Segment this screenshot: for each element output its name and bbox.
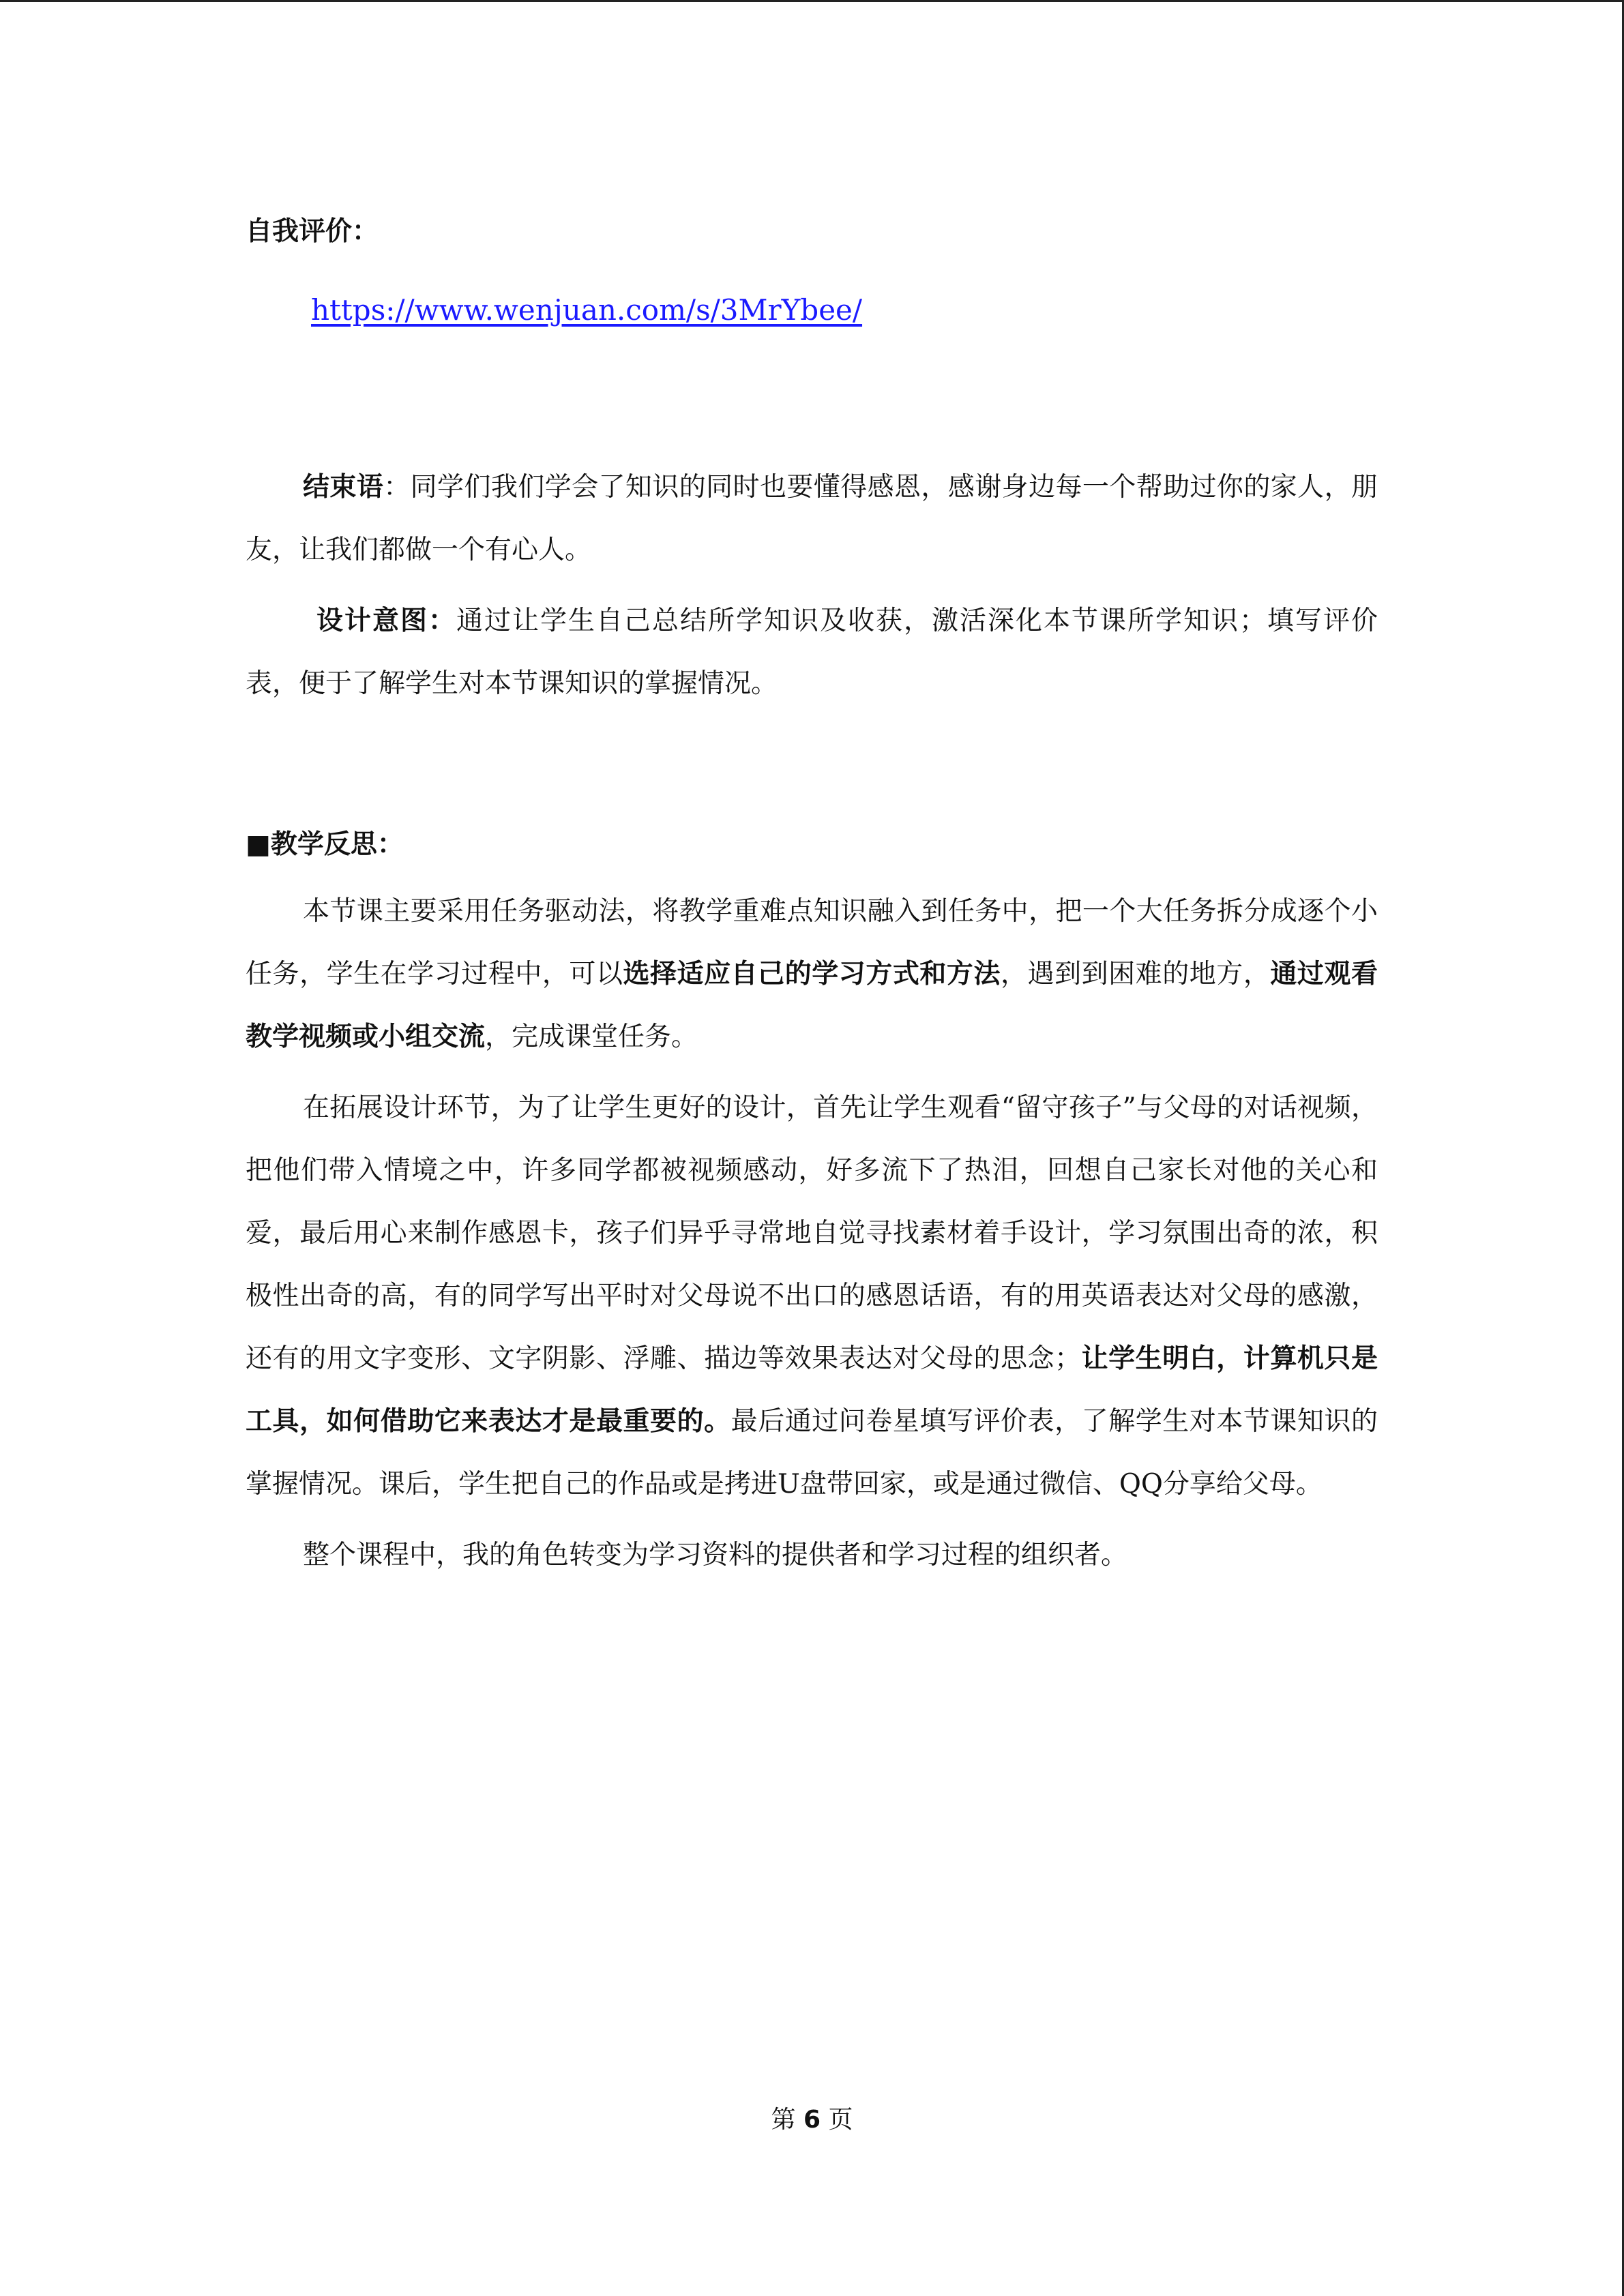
reflection-p1-text-a: 本节课主要采用任务驱动法，将教学重难点知识融入到任务中，把一个大任务拆分成逐个小任务，学生在学习过程中，可以: [246, 896, 1378, 989]
reflection-p2-text-b: 最后通过问卷星填写评价表，了解学生对本节课知识的掌握情况。课后，学生把自己的作品或是拷进U盘带回家，或是通过微信、QQ分享给父母。: [246, 1406, 1378, 1500]
spacer: [246, 872, 1378, 880]
closing-paragraph: [246, 456, 1378, 582]
design-intent-paragraph: [246, 590, 1378, 715]
reflection-paragraph-3: 整个课程中，我的角色转变为学习资料的提供者和学习过程的组织者。: [303, 1540, 1128, 1570]
closing-text: ：同学们我们学会了知识的同时也要懂得感恩，感谢身边每一个帮助过你的家人，朋友，让我们都做一个有心人。: [246, 472, 1378, 565]
reflection-p2-text-a: 在拓展设计环节，为了让学生更好的设计，首先让学生观看“留守孩子”与父母的对话视频，把他们带入情境之中，许多同学都被视频感动，好多流下了热泪，回想自己家长对他的关心和爱，最后用心来制作感恩卡，孩子们异乎寻常地自觉寻找素材着手设计，学习氛围出奇的浓，积极性出奇的高，有的同学写出平时对父母说不出口的感恩话语，有的用英语表达对父母的感激，还有的用文字变形、文字阴影、浮雕、描边等效果表达对父母的思念；: [246, 1092, 1378, 1374]
page-number: 6: [803, 2106, 821, 2134]
survey-link[interactable]: https://www.wenjuan.com/s/3MrYbee/: [311, 293, 863, 327]
page-content: [246, 205, 1378, 1587]
reflection-p1-text-b: ，遇到到困难的地方，: [1001, 959, 1271, 989]
reflection-p1-bold-a: 选择适应自己的学习方式和方法: [623, 959, 1001, 989]
reflection-heading-text: 教学反思：: [270, 829, 404, 860]
design-intent-text: 通过让学生自己总结所学知识及收获，激活深化本节课所学知识；填写评价表，便于了解学生对本节课知识的掌握情况。: [246, 606, 1378, 699]
reflection-p1-bold-b: 通过观看教学视频或小组交流: [246, 959, 1378, 1052]
self-eval-heading: 自我评价：: [246, 216, 379, 247]
reflection-p1-text-c: ，完成课堂任务。: [485, 1022, 698, 1052]
spacer: [246, 715, 1378, 818]
spacer: [246, 327, 1378, 456]
design-intent-label: 设计意图：: [316, 606, 456, 636]
page-footer: [0, 2100, 1624, 2135]
spacer: [246, 1069, 1378, 1077]
spacer: [246, 1516, 1378, 1524]
reflection-paragraph-1: [246, 880, 1378, 1069]
footer-prefix: 第: [771, 2106, 796, 2134]
top-border: [0, 0, 1624, 2]
reflection-p2-bold: 让学生明白，计算机只是工具，如何借助它来表达才是最重要的。: [246, 1343, 1378, 1437]
footer-suffix: 页: [828, 2106, 853, 2134]
square-bullet-icon: ■: [246, 829, 271, 860]
closing-label: 结束语: [303, 472, 384, 503]
spacer: [246, 582, 1378, 590]
reflection-paragraph-2: [246, 1077, 1378, 1516]
reflection-heading: [246, 818, 1378, 872]
